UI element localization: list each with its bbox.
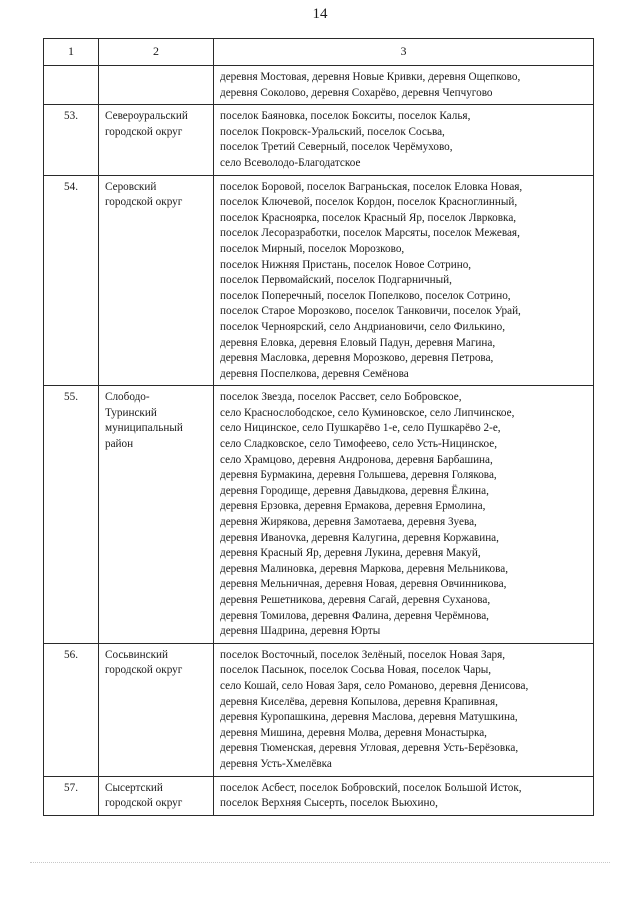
municipality-name: [99, 175, 214, 386]
settlements-line: деревня Соколово, деревня Сохарёво, деревня Чепчугово: [220, 86, 493, 99]
municipality-name: [99, 105, 214, 175]
municipality-name-line: городской округ: [105, 196, 183, 209]
municipality-name-line: городской округ: [105, 125, 183, 138]
table-row: [44, 776, 594, 815]
municipality-name: [99, 386, 214, 644]
municipality-name-line: Сосьвинский: [105, 648, 169, 661]
settlements-line: поселок Пасынок, поселок Сосьва Новая, поселок Чары,: [220, 664, 492, 677]
settlements-line: деревня Мишина, деревня Молва, деревня Монастырка,: [220, 726, 487, 739]
settlements-line: село Сладковское, село Тимофеево, село Усть-Ницинское,: [220, 438, 498, 451]
municipality-name-line: Североуральский: [105, 110, 188, 123]
settlements-line: деревня Масловка, деревня Морозково, деревня Петрова,: [220, 352, 494, 365]
row-number: 53.: [44, 105, 99, 175]
settlements-line: деревня Жирякова, деревня Замотаева, деревня Зуева,: [220, 516, 477, 529]
settlements-line: село Всеволодо-Благодатское: [220, 156, 361, 169]
settlements-line: поселок Асбест, поселок Бобровский, поселок Большой Исток,: [220, 781, 522, 794]
municipality-name: [99, 643, 214, 776]
settlements-line: поселок Звезда, поселок Рассвет, село Бобровское,: [220, 391, 462, 404]
row-number: 57.: [44, 776, 99, 815]
settlements-line: деревня Куропашкина, деревня Маслова, деревня Матушкина,: [220, 711, 518, 724]
settlements-list: [214, 776, 594, 815]
settlements-line: деревня Ерзовка, деревня Ермакова, деревня Ермолина,: [220, 500, 486, 513]
municipality-name-line: район: [105, 438, 134, 451]
settlements-line: деревня Поспелкова, деревня Семёнова: [220, 367, 409, 380]
settlements-line: поселок Первомайский, поселок Подгарничный,: [220, 274, 452, 287]
settlements-line: деревня Красный Яр, деревня Лукина, деревня Макуй,: [220, 547, 481, 560]
municipality-name-line: Туринский: [105, 406, 157, 419]
settlements-line: деревня Киселёва, деревня Копылова, деревня Крапивная,: [220, 695, 498, 708]
row-number: 56.: [44, 643, 99, 776]
settlements-line: деревня Мельничная, деревня Новая, деревня Овчинникова,: [220, 578, 507, 591]
settlements-line: деревня Томилова, деревня Фалина, деревня Черёмнова,: [220, 609, 489, 622]
settlements-line: деревня Иванovка, деревня Калугина, деревня Коржавина,: [220, 531, 499, 544]
footer-divider: [30, 862, 610, 865]
settlements-line: деревня Решетникова, деревня Сагай, деревня Суханова,: [220, 594, 491, 606]
column-header-municipality: 2: [99, 39, 214, 66]
settlements-line: поселок Нижняя Пристань, поселок Новое Сотрино,: [220, 258, 472, 271]
settlements-line: деревня Городище, деревня Давыдкова, деревня Ёлкина,: [220, 484, 489, 497]
settlements-line: село Храмцово, деревня Андронова, деревня Барбашина,: [220, 453, 493, 466]
row-number: 54.: [44, 175, 99, 386]
settlements-line: деревня Шадрина, деревня Юрты: [220, 625, 381, 638]
settlements-line: поселок Верхняя Сысерть, поселок Вьюхино,: [220, 797, 438, 810]
municipality-name-line: Серовский: [105, 180, 157, 193]
settlements-line: деревня Мостовая, деревня Новые Кривки, деревня Ощепково,: [220, 71, 521, 83]
municipality-name: [99, 66, 214, 105]
settlements-list: [214, 175, 594, 386]
settlements-line: село Кошай, село Новая Заря, село Романово, деревня Денисова,: [220, 679, 529, 692]
settlements-list: [214, 66, 594, 105]
settlements-line: поселок Черноярский, село Андриановичи, село Филькино,: [220, 320, 505, 333]
settlements-list: [214, 386, 594, 644]
settlements-list: [214, 643, 594, 776]
municipality-name: [99, 776, 214, 815]
settlements-line: поселок Красноярка, поселок Красный Яр, поселок Лврковка,: [220, 211, 517, 224]
settlements-line: поселок Баяновка, поселок Бокситы, поселок Калья,: [220, 110, 471, 123]
settlements-line: поселок Восточный, поселок Зелёный, поселок Новая Заря,: [220, 648, 506, 661]
column-header-number: 1: [44, 39, 99, 66]
settlements-line: село Ницинское, село Пушкарёво 1-е, село Пушкарёво 2-е,: [220, 422, 501, 435]
column-header-settlements: 3: [214, 39, 594, 66]
settlements-line: деревня Малиновка, деревня Маркова, деревня Мельникова,: [220, 562, 508, 575]
row-number: [44, 66, 99, 105]
table-row: [44, 105, 594, 175]
settlements-list: [214, 105, 594, 175]
settlements-line: деревня Еловка, деревня Еловый Падун, деревня Магина,: [220, 336, 496, 349]
settlements-line: деревня Бурмакина, деревня Голышева, деревня Голякова,: [220, 469, 497, 482]
settlements-line: поселок Мирный, поселок Морозково,: [220, 242, 405, 255]
row-number: 55.: [44, 386, 99, 644]
settlements-line: поселок Поперечный, поселок Попелково, поселок Сотрино,: [220, 289, 511, 302]
settlements-line: поселок Боровой, поселок Ваграньская, поселок Еловка Новая,: [220, 180, 523, 193]
table-row: [44, 66, 594, 105]
table-row: [44, 643, 594, 776]
settlements-line: поселок Старое Морозково, поселок Танковичи, поселок Урай,: [220, 305, 521, 318]
municipality-name-line: Слободо-: [105, 391, 150, 404]
settlements-line: поселок Третий Северный, поселок Черёмухово,: [220, 141, 453, 154]
settlements-line: поселок Покровск-Уральский, поселок Сосьва,: [220, 125, 445, 138]
table-row: [44, 175, 594, 386]
table-header-row: [44, 39, 594, 66]
settlements-line: деревня Усть-Хмелёвка: [220, 757, 332, 770]
table-row: [44, 386, 594, 644]
settlements-line: поселок Лесоразработки, поселок Марсяты, поселок Межевая,: [220, 227, 520, 240]
municipality-name-line: муниципальный: [105, 422, 183, 435]
municipality-name-line: городской округ: [105, 664, 183, 677]
municipality-name-line: городской округ: [105, 797, 183, 810]
settlements-table: [43, 38, 594, 816]
page-number: 14: [312, 6, 328, 22]
settlements-line: село Краснослободское, село Куминовское, село Липчинское,: [220, 406, 515, 419]
settlements-line: поселок Ключевой, поселок Кордон, поселок Красноглинный,: [220, 196, 518, 209]
municipality-name-line: Сысертский: [105, 781, 163, 794]
settlements-line: деревня Тюменская, деревня Угловая, деревня Усть-Берёзовка,: [220, 742, 519, 755]
